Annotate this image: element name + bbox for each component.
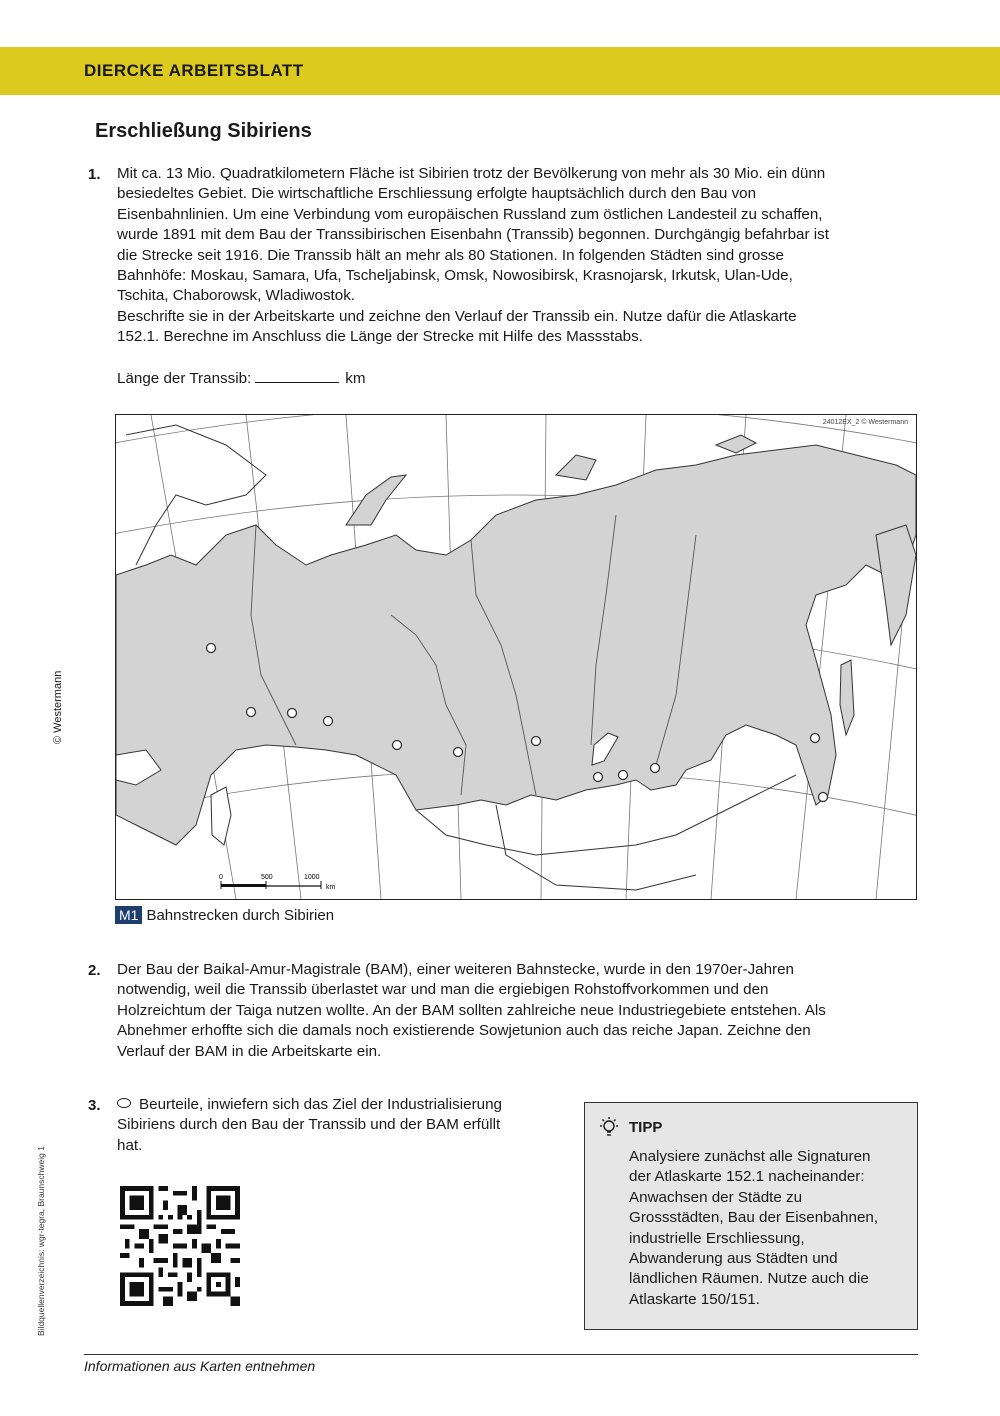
map-caption <box>115 906 334 924</box>
header-bar <box>0 47 1000 95</box>
task-2-line: Der Bau der Baikal-Amur-Magistrale (BAM), einer weiteren Bahnstecke, wurde in den 1970er-Jahren <box>117 961 795 978</box>
footer-rule <box>84 1354 918 1355</box>
header-title: DIERCKE ARBEITSBLATT <box>84 61 304 80</box>
tipp-label: TIPP <box>629 1119 663 1136</box>
tipp-line: industrielle Erschliessung, <box>629 1229 805 1247</box>
tipp-line: Abwanderung aus Städten und <box>629 1250 838 1268</box>
task-2-line: notwendig, weil die Transsib überlastet war und man die ergiebigen Rohstoffvorkommen und den <box>117 981 769 999</box>
task-2-line: Verlauf der BAM in die Arbeitskarte ein. <box>117 1042 382 1060</box>
city-marker-chaborowsk[interactable] <box>811 734 820 743</box>
task-3-text <box>117 1095 567 1156</box>
task-1-line: die Strecke seit 1916. Die Transsib hält an mehr als 80 Stationen. In folgenden Städten sind grosse <box>117 246 784 264</box>
task-1-line: besiedeltes Gebiet. Die wirtschaftliche Erschliessung erfolgte hauptsächlich durch den Bau von <box>117 185 757 203</box>
scale-tick-500: 500 <box>261 874 273 881</box>
length-answer-blank[interactable] <box>255 370 339 383</box>
map-credit: 24012EX_2 © Westermann <box>822 419 908 426</box>
length-answer-row <box>117 370 366 387</box>
task-2-number: 2. <box>88 962 101 979</box>
task-1-line: Beschrifte sie in der Arbeitskarte und zeichne den Verlauf der Transsib ein. Nutze dafür die Atlaskarte <box>117 307 797 325</box>
tipp-line: ländlichen Räumen. Nutze auch die <box>629 1270 869 1288</box>
city-marker-tscheljabinsk[interactable] <box>324 717 333 726</box>
tipp-box <box>584 1102 918 1330</box>
novaya-zemlya <box>346 475 406 525</box>
task-3-line: Sibiriens durch den Bau der Transsib und der BAM erfüllt <box>117 1116 501 1134</box>
task-2-line: Abnehmer erhoffte sich die damals noch existierende Sowjetunion auch das reiche Japan. Zeichne den <box>117 1022 811 1040</box>
city-marker-irkutsk[interactable] <box>594 773 603 782</box>
city-marker-krasnojarsk[interactable] <box>532 737 541 746</box>
kamchatka <box>876 525 916 645</box>
scale-tick-1000: 1000 <box>304 874 320 881</box>
task-1-line: Eisenbahnlinien. Um eine Verbindung vom europäischen Russland zum östlichen Landesteil zu schaffen, <box>117 205 823 223</box>
speech-bubble-icon <box>117 1098 131 1108</box>
severnaya-zemlya <box>556 455 596 480</box>
tipp-line: Grossstädten, Bau der Eisenbahnen, <box>629 1209 879 1227</box>
city-marker-samara[interactable] <box>247 708 256 717</box>
task-1-number: 1. <box>88 166 101 183</box>
city-marker-omsk[interactable] <box>393 741 402 750</box>
page-title: Erschließung Sibiriens <box>95 120 312 142</box>
map-caption-tag: M1 <box>115 906 142 924</box>
task-3-line <box>117 1095 567 1115</box>
map-svg <box>116 415 916 899</box>
tipp-line: Analysiere zunächst alle Signaturen <box>629 1148 871 1165</box>
worksheet-map[interactable] <box>115 414 917 900</box>
map-caption-text: Bahnstrecken durch Sibirien <box>146 907 335 924</box>
task-1-line: Tschita, Chaborowsk, Wladiwostok. <box>117 287 356 305</box>
task-2-text <box>117 960 917 1062</box>
length-unit: km <box>345 370 366 387</box>
tipp-line: Atlaskarte 150/151. <box>629 1290 760 1308</box>
qr-code[interactable] <box>120 1186 240 1306</box>
city-marker-ulan-ude[interactable] <box>619 771 628 780</box>
task-1-line: wurde 1891 mit dem Bau der Transsibirischen Eisenbahn (Transsib) begonnen. Durchgängig befahrbar ist <box>117 226 829 244</box>
side-credits: Bildquellenverzeichnis: wgr-tegra, Braunschweig 1 <box>36 1146 46 1336</box>
lightbulb-icon <box>597 1116 621 1140</box>
new-siberian-islands <box>716 435 756 453</box>
tipp-text <box>629 1147 911 1310</box>
tipp-line: Anwachsen der Städte zu <box>629 1188 803 1206</box>
task-1-line: Bahnhöfe: Moskau, Samara, Ufa, Tscheljabinsk, Omsk, Nowosibirsk, Krasnojarsk, Irkutsk, Ulan-Ude, <box>117 267 793 285</box>
task-3-line: hat. <box>117 1136 143 1154</box>
scale-tick-0: 0 <box>219 874 223 881</box>
task-3-line-text: Beurteile, inwiefern sich das Ziel der Industrialisierung <box>139 1096 502 1113</box>
length-label: Länge der Transsib: <box>117 370 252 387</box>
city-marker-ufa[interactable] <box>288 709 297 718</box>
scale-unit: km <box>326 884 336 891</box>
city-marker-wladiwostok[interactable] <box>819 793 828 802</box>
scale-bar <box>219 874 336 891</box>
task-2-line: Holzreichtum der Taiga nutzen wollte. An der BAM sollten zahlreiche neue Industriegebiete entstehen. Als <box>117 1001 826 1019</box>
sakhalin <box>840 660 854 735</box>
city-marker-moskau[interactable] <box>207 644 216 653</box>
russia-territory <box>116 445 916 845</box>
side-copyright: © Westermann <box>52 670 64 744</box>
task-1-line: Mit ca. 13 Mio. Quadratkilometern Fläche ist Sibirien trotz der Bevölkerung von mehr als 30 Mio. ein dünn <box>117 165 826 182</box>
task-1-text <box>117 164 917 348</box>
task-3-number: 3. <box>88 1097 101 1114</box>
footer-text: Informationen aus Karten entnehmen <box>84 1358 316 1374</box>
city-marker-tschita[interactable] <box>651 764 660 773</box>
city-marker-nowosibirsk[interactable] <box>454 748 463 757</box>
task-1-line: 152.1. Berechne im Anschluss die Länge der Strecke mit Hilfe des Massstabs. <box>117 328 643 346</box>
tipp-line: der Atlaskarte 152.1 nacheinander: <box>629 1168 865 1186</box>
caspian-sea <box>211 787 231 845</box>
